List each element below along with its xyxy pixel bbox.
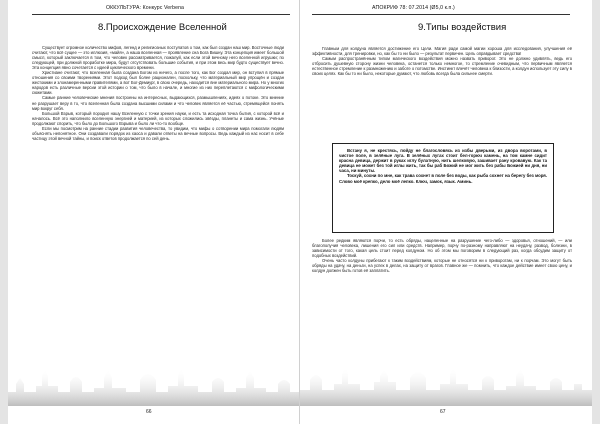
- left-paragraph: Если мы посмотрим на ранние стадии развития человечества, то увидим, что мифы о сотворении мира помогали людям объяснять непонятное. Они создавали порядок из хаоса и давали ответы на вечные вопросы. Ведь каждый из нас носит в себе частицу этой вечной тайны, и поиск ответов продолжается по сей день.: [32, 125, 284, 141]
- right-paragraph: Главным для колдуна является достижение его Цели. Магия ради самой магии хороша для исследования, улучшения её эффективности, для тренировки, но, как бы то ни было — результат первичен. Цель оправдывает средства!: [312, 46, 572, 57]
- spell-quote-box: [332, 143, 554, 233]
- left-paragraph: Самые ранние человеческие мнения построены на интересных, выдающихся, размышлениях, идеях о потоке. Это мнение не разрушает веру в то, что вселенная была создана высшими силами и что человек является её частью, стремящейся понять мир вокруг себя.: [32, 95, 284, 111]
- right-body-text-bottom: [312, 238, 572, 340]
- quote-paragraph: Встану я, не крестясь, пойду не благословясь из избы дверьми, из двора воротами, в чистое поле, в зелёные луга. В зелёных лугах стоит бел-горюч камень, на том камне сидит красна девица, держит в руках иглу булатную, нить шелковую, зашивает рану кровавую. Как та девица не может без той иглы жить, так бы раб Божий не мог жить без рабы Божией ни дня, ни часа, ни минуты.: [339, 148, 547, 174]
- left-skyline-ornament: [8, 362, 300, 406]
- quote-paragraph: Тоскуй, сохни по мне, как трава сохнет в поле без воды, как рыба сохнет на берегу без моря. Слово моё крепко, дело моё лепко. Ключ, замок, язык. Аминь.: [339, 173, 547, 184]
- right-body-text-top: [312, 46, 572, 141]
- left-header-rule: [32, 14, 290, 15]
- left-page: [8, 0, 300, 424]
- right-chapter-title: 9.Типы воздействия: [418, 22, 507, 33]
- book-spread: [8, 0, 592, 424]
- right-paragraph: Очень часто колдуны прибегают к таким воздействиям, которые не относятся ни к приворотам, ни к порчам. Это могут быть обряды на удачу, на деньги, на успех в делах, на защиту от врагов. Главное же — помнить, что каждое действие имеет свою цену, и колдун должен быть готов её заплатить.: [312, 258, 572, 274]
- right-skyline-ornament: [300, 362, 592, 406]
- left-body-text: [32, 45, 284, 383]
- left-page-header: ОККУЛЬТУРА: Конкурс Verbena: [106, 5, 185, 11]
- left-paragraph: Существует огромное количество мифов, легенд и религиозных постулатов о том, как был создан наш мир. Восточные люди считают, что всё сущее — это иллюзия, «майя», а наша вселенная — проявление сна Бога Вишну. Эта концепция имеет большой смысл, который заключается в том, что человек рассматривается, пожалуй, как если этой вечному него вселенной игрушки; по следующей, при должной проработке мира, будут отсутствовать большие события, и при этом весь мир будто существует вечно. Эта концепция явно сочетается с идеей циклического времени.: [32, 45, 284, 71]
- right-paragraph: Более редким являются порчи, то есть обряды, нацеленные на разрушение чего-либо — здоровья, отношений, — или благополучия человека, лишения его сил или средств. Например, порчу по-разному направляют на неудачу, развод, болезни, в зависимости от того, какая цель стоит перед колдуном. Но об этом мы поговорим в следующий раз, когда обсудим защиту от подобных воздействий.: [312, 238, 572, 259]
- right-page-number: 67: [440, 409, 446, 415]
- left-page-number: 66: [146, 409, 152, 415]
- right-paragraph: Самым распространённым типом магического воздействия можно назвать приворот. Это не должно удивлять, ведь его отбросить душевную сторону жизни человека, останется только немногое, то стремление очевидным, что первичным является естественное стремление к размножению и заботе о потомстве. Инстинкт влечёт человека к близости, а колдун использует эту силу в своих целях. Как бы то ни было, некоторые думают, что любовь всегда была сильнее смерти.: [312, 56, 572, 77]
- right-header-rule: [312, 14, 570, 15]
- left-chapter-title: 8.Происхождение Вселенной: [98, 22, 227, 33]
- right-page: [300, 0, 592, 424]
- right-page-header: АПОКРИФ 78: 07.2014 (Ø5,0 к.п.): [372, 5, 455, 11]
- left-paragraph: Большой Взрыв, который породил нашу Вселенную с точки зрения науки, и есть та исходная точка бытия, с которой всё и началось. Всё это наполнило вселенную энергией и материей, из которых сложились звёзды, планеты и сама жизнь. Учёные продолжают спорить, что было до Большого Взрыва и было ли что-то вообще.: [32, 110, 284, 126]
- left-paragraph: Христиане считают, что вселенная была создана Богом из ничего, а после того, как Бог создал мир, он вступил в прямые отношения со своими творениями. Этот подход был более рационален, поскольку, что материальный мир упрощён и создан жестокими и злонамеренными правителями, а вот Бог-Демиург, в свою очередь, находится вне материального мира. Но у многих народов есть различные версии этой истории о том, что было в начале, и многие из них переплетаются с мифологическими сюжетами.: [32, 70, 284, 96]
